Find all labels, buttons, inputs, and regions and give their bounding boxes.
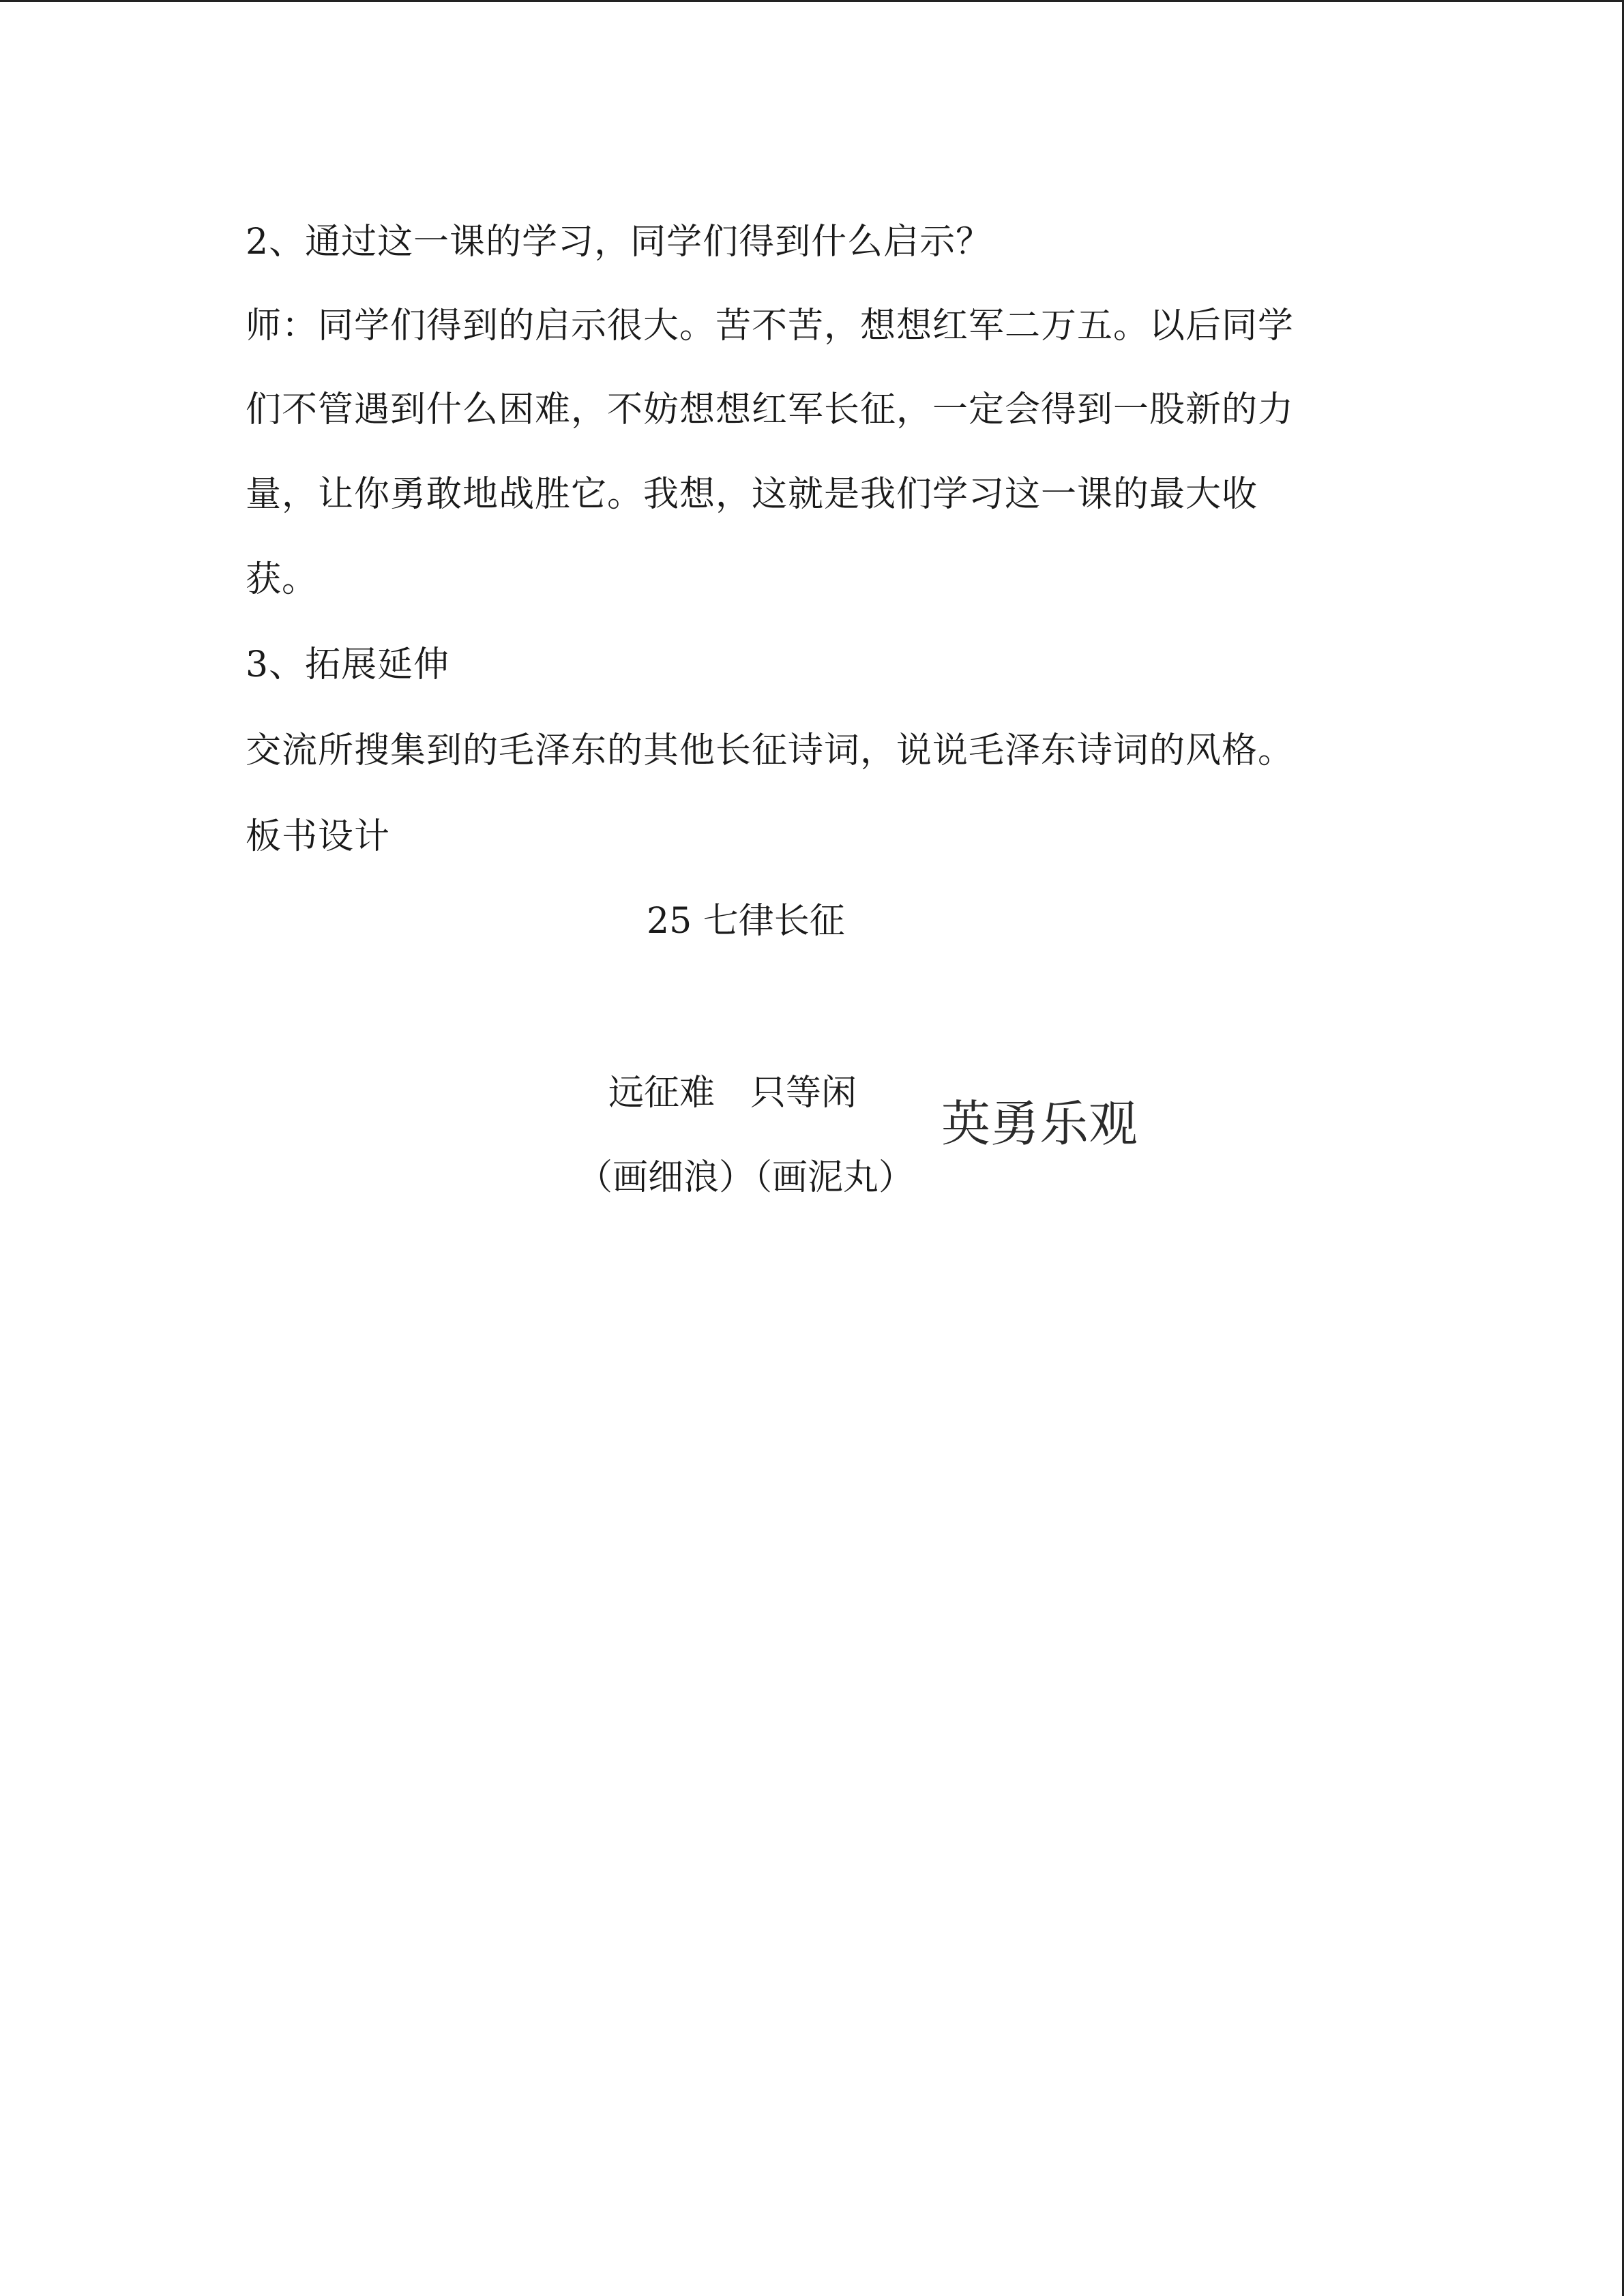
paragraph-teacher-line-4: 获。 <box>246 559 319 600</box>
board-row-1: 远征难 只等闲 <box>608 1073 857 1114</box>
paragraph-teacher-line-2: 们不管遇到什么困难，不妨想想红军长征，一定会得到一股新的力 <box>246 389 1295 430</box>
paragraph-question-2: 2、通过这一课的学习，同学们得到什么启示？ <box>246 222 992 263</box>
board-title: 25 七律长征 <box>647 901 845 942</box>
paragraph-extension-task: 交流所搜集到的毛泽东的其他长征诗词，说说毛泽东诗词的风格。 <box>246 730 1295 771</box>
board-summary: 英勇乐观 <box>941 1095 1138 1152</box>
section-heading-board-design: 板书设计 <box>246 816 391 857</box>
board-row-2: （画细浪）（画泥丸） <box>577 1157 915 1198</box>
paragraph-teacher-line-3: 量，让你勇敢地战胜它。我想，这就是我们学习这一课的最大收 <box>246 474 1258 515</box>
paragraph-teacher-line-1: 师：同学们得到的启示很大。苦不苦，想想红军二万五。以后同学 <box>246 305 1295 346</box>
section-heading-extension: 3、拓展延伸 <box>246 644 450 685</box>
